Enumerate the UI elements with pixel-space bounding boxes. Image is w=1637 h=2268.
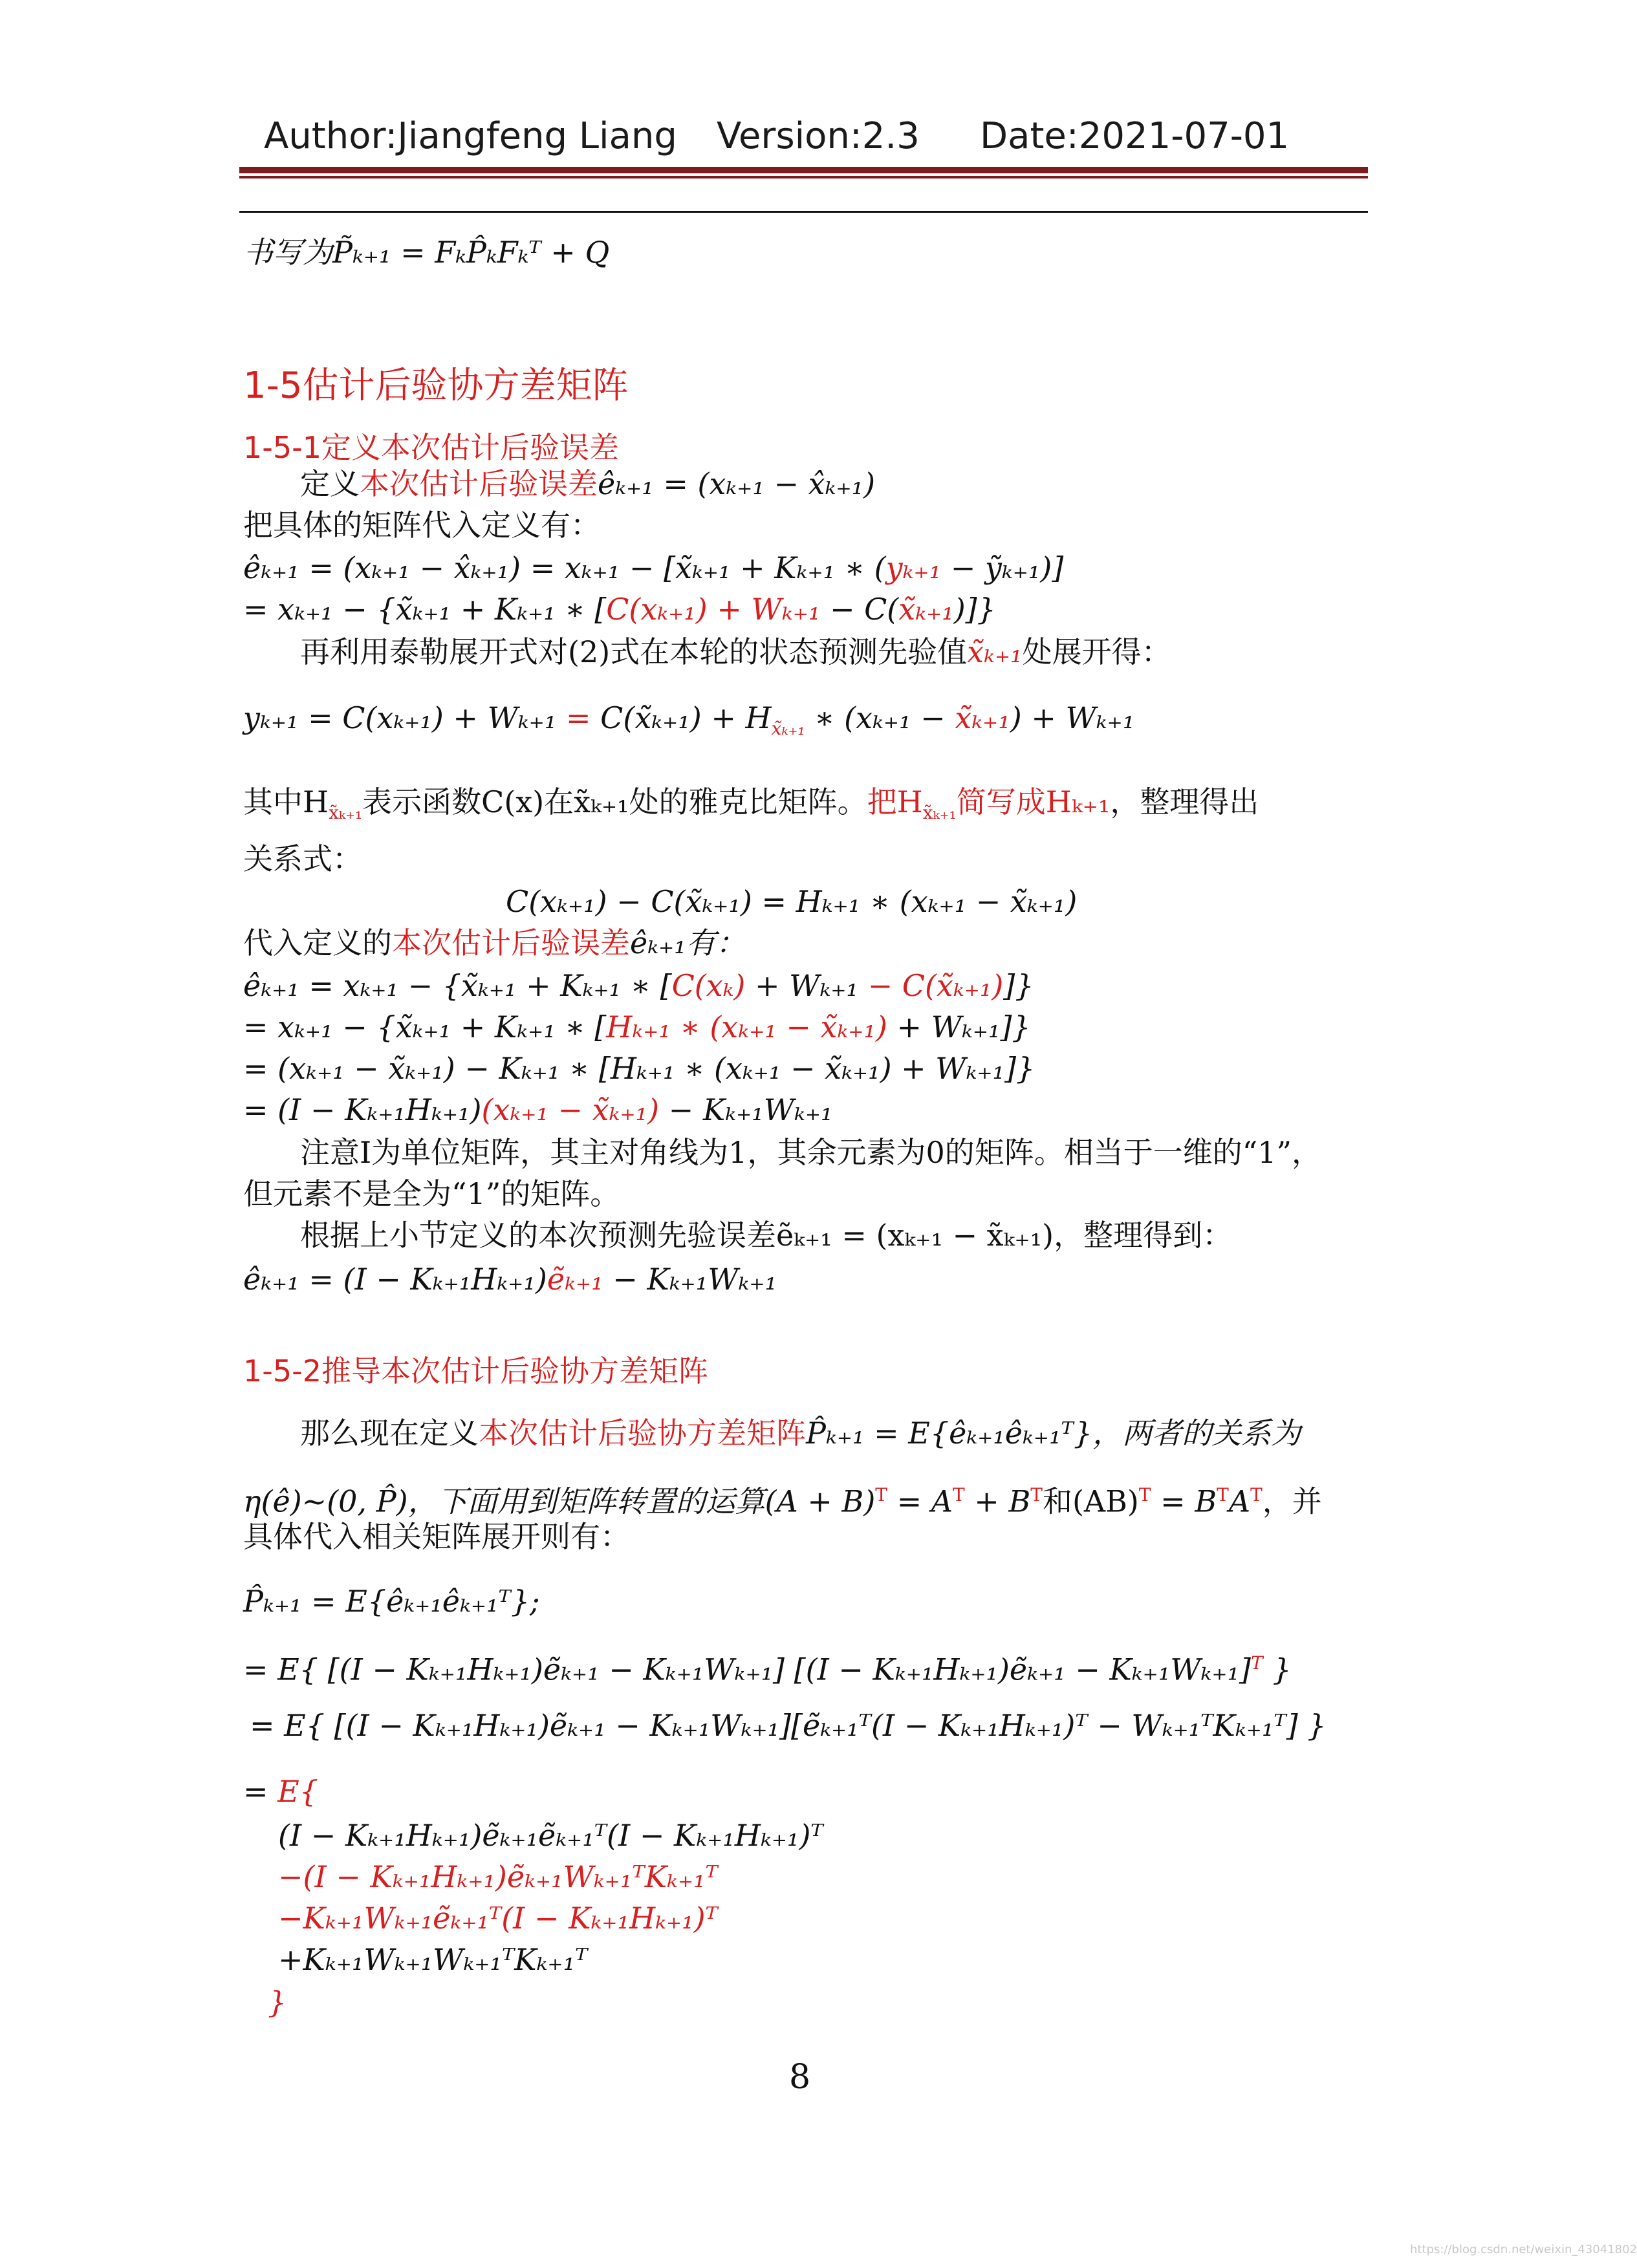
- equation-line: = E{ [(I − Kₖ₊₁Hₖ₊₁)ẽₖ₊₁ − Kₖ₊₁Wₖ₊₁][ẽₖ₊₁ᵀ(I − Kₖ₊₁Hₖ₊₁)ᵀ − Wₖ₊₁ᵀKₖ₊₁ᵀ] }: [250, 1708, 1327, 1743]
- page-number: 8: [789, 2058, 811, 2097]
- text-line: η(ê)~(0, P̂)，下面用到矩阵转置的运算$(A + B)^T = A^T + B^T$和$(AB)^T = B^TA^T$，并: [243, 1484, 1322, 1519]
- equation-line: êₖ₊₁ = (xₖ₊₁ − x̂ₖ₊₁) = xₖ₊₁ − [x̃ₖ₊₁ + Kₖ₊₁ ∗ (yₖ₊₁ − ỹₖ₊₁)]: [243, 550, 1064, 585]
- equation-line: = xₖ₊₁ − {x̃ₖ₊₁ + Kₖ₊₁ ∗ [Hₖ₊₁ ∗ (xₖ₊₁ − x̃ₖ₊₁) + Wₖ₊₁]}: [243, 1010, 1031, 1044]
- equation-line: = E{ [(I − Kₖ₊₁Hₖ₊₁)ẽₖ₊₁ − Kₖ₊₁Wₖ₊₁] [(I − Kₖ₊₁Hₖ₊₁)ẽₖ₊₁ − Kₖ₊₁Wₖ₊₁]$^T$ }: [243, 1652, 1292, 1687]
- header-version: Version:2.3: [717, 115, 920, 157]
- text-line: 其中$H_{x̃_{k+1}}$表示函数C(x)在x̃ₖ₊₁处的雅克比矩阵。把$H_{x̃_{k+1}}$简写成Hₖ₊₁，整理得出: [243, 784, 1259, 824]
- text-line: 根据上小节定义的本次预测先验误差ẽₖ₊₁ = (xₖ₊₁ − x̃ₖ₊₁)，整理得到：: [300, 1218, 1233, 1253]
- text-line: 把具体的矩阵代入定义有：: [243, 508, 600, 543]
- subsection-heading-1-5-2: 1-5-2推导本次估计后验协方差矩阵: [243, 1354, 708, 1388]
- header-rule-thin: [239, 176, 1368, 178]
- text-line: 那么现在定义本次估计后验协方差矩阵P̂ₖ₊₁ = E{êₖ₊₁êₖ₊₁ᵀ}，两者的关系为: [300, 1416, 1301, 1451]
- equation-line: = (xₖ₊₁ − x̃ₖ₊₁) − Kₖ₊₁ ∗ [Hₖ₊₁ ∗ (xₖ₊₁ − x̃ₖ₊₁) + Wₖ₊₁]}: [243, 1051, 1035, 1086]
- watermark: https://blog.csdn.net/weixin_43041802: [1410, 2243, 1637, 2256]
- header-date: Date:2021-07-01: [980, 115, 1290, 157]
- text-line: 具体代入相关矩阵展开则有：: [243, 1519, 630, 1554]
- equation-line: C(xₖ₊₁) − C(x̃ₖ₊₁) = Hₖ₊₁ ∗ (xₖ₊₁ − x̃ₖ₊₁): [506, 884, 1078, 919]
- header-author: Author:Jiangfeng Liang: [264, 115, 677, 157]
- closing-brace: }: [268, 1985, 287, 2020]
- equation-line: = E{: [243, 1774, 319, 1809]
- equation-line: êₖ₊₁ = (I − Kₖ₊₁Hₖ₊₁)ẽₖ₊₁ − Kₖ₊₁Wₖ₊₁: [243, 1262, 777, 1297]
- equation-line: +Kₖ₊₁Wₖ₊₁Wₖ₊₁ᵀKₖ₊₁ᵀ: [278, 1942, 588, 1977]
- text-line: 但元素不是全为“1”的矩阵。: [243, 1176, 620, 1211]
- section-heading-1-5: 1-5估计后验协方差矩阵: [243, 365, 629, 407]
- text-line: 代入定义的本次估计后验误差êₖ₊₁有：: [243, 925, 746, 960]
- equation-line: yₖ₊₁ = C(xₖ₊₁) + Wₖ₊₁ = C(x̃ₖ₊₁) + $H_{x̃_{k+1}}$ ∗ (xₖ₊₁ − x̃ₖ₊₁) + Wₖ₊₁: [243, 700, 1135, 740]
- header-rule-bottom: [239, 211, 1368, 213]
- equation-line: = xₖ₊₁ − {x̃ₖ₊₁ + Kₖ₊₁ ∗ [C(xₖ₊₁) + Wₖ₊₁ − C(x̃ₖ₊₁)]}: [243, 592, 996, 627]
- subsection-heading-1-5-1: 1-5-1定义本次估计后验误差: [243, 430, 619, 465]
- equation-line: êₖ₊₁ = xₖ₊₁ − {x̃ₖ₊₁ + Kₖ₊₁ ∗ [C(xₖ) + Wₖ₊₁ − C(x̃ₖ₊₁)]}: [243, 968, 1034, 1003]
- text-line: 定义本次估计后验误差êₖ₊₁ = (xₖ₊₁ − x̂ₖ₊₁): [300, 466, 876, 501]
- equation-line: = (I − Kₖ₊₁Hₖ₊₁)(xₖ₊₁ − x̃ₖ₊₁) − Kₖ₊₁Wₖ₊₁: [243, 1092, 833, 1127]
- text-line: 注意I为单位矩阵，其主对角线为1，其余元素为0的矩阵。相当于一维的“1”，: [300, 1135, 1322, 1170]
- equation-line: (I − Kₖ₊₁Hₖ₊₁)ẽₖ₊₁ẽₖ₊₁ᵀ(I − Kₖ₊₁Hₖ₊₁)ᵀ: [278, 1818, 823, 1853]
- equation-line: P̂ₖ₊₁ = E{êₖ₊₁êₖ₊₁ᵀ};: [243, 1584, 540, 1619]
- equation-line: −(I − Kₖ₊₁Hₖ₊₁)ẽₖ₊₁Wₖ₊₁ᵀKₖ₊₁ᵀ: [278, 1859, 718, 1894]
- header-rule-thick: [239, 167, 1368, 173]
- text-line: 再利用泰勒展开式对(2)式在本轮的状态预测先验值x̃ₖ₊₁处展开得：: [300, 634, 1171, 669]
- text-line: 关系式：: [243, 841, 362, 876]
- equation-line: −Kₖ₊₁Wₖ₊₁ẽₖ₊₁ᵀ(I − Kₖ₊₁Hₖ₊₁)ᵀ: [278, 1901, 718, 1936]
- text-line: 书写为P̃ₖ₊₁ = FₖP̂ₖFₖᵀ + Q: [243, 235, 610, 270]
